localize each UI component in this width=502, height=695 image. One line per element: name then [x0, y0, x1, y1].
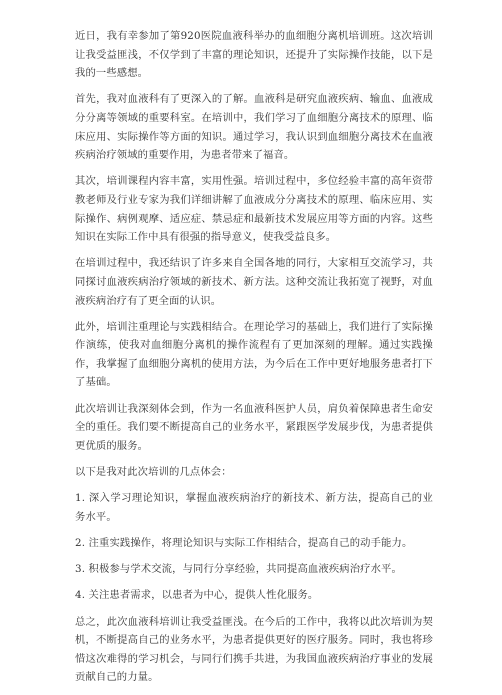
paragraph-intro: 近日，我有幸参加了第920医院血液科举办的血细胞分离机培训班。这次培训让我受益匪浅，不仅学到了丰富的理论知识，还提升了实际操作技能，以下是我的一些感想。: [75, 30, 433, 80]
list-item: 3. 积极参与学术交流，与同行分享经验，共同提高血液疾病治疗水平。: [75, 563, 402, 576]
list-item: 2. 注重实践操作，将理论知识与实际工作相结合，提高自己的动手能力。: [75, 537, 413, 549]
paragraph-practice: 此外，培训注重理论与实践相结合。在理论学习的基础上，我们进行了实际操作演练，使我对血细胞分离机的操作流程有了更加深刻的理解。通过实践操作，我掌握了血细胞分离机的使用方法，为今后在工作中更好地服务患者打下了基础。: [75, 320, 433, 389]
list-item: 1. 深入学习理论知识，掌握血液疾病治疗的新技术、新方法，提高自己的业务水平。: [75, 492, 433, 523]
paragraph-first: 首先，我对血液科有了更深入的了解。血液科是研究血液疾病、输血、血液成分分离等领域的重要科室。在培训中，我们学习了血细胞分离技术的原理、临床应用、实际操作等方面的知识。通过学习，我认识到血细胞分离技术在血液疾病治疗领域的重要作用，为患者带来了福音。: [75, 93, 433, 162]
document-body: [75, 27, 433, 695]
paragraph-second: 其次，培训课程内容丰富，实用性强。培训过程中，多位经验丰富的高年资带教老师及行业专家为我们详细讲解了血液成分分离技术的原理、临床应用、实际操作、病例观摩、适应症、禁忌症和最新技术发展应用等方面的内容。这些知识在实际工作中具有很强的指导意义，使我受益良多。: [75, 175, 433, 244]
paragraph-list-intro: 以下是我对此次培训的几点体会：: [75, 466, 232, 479]
paragraph-exchange: 在培训过程中，我还结识了许多来自全国各地的同行，大家相互交流学习，共同探讨血液疾病治疗领域的新技术、新方法。这种交流让我拓宽了视野，对血液疾病治疗有了更全面的认识。: [75, 257, 433, 307]
paragraph-conclusion: 总之，此次血液科培训让我受益匪浅。在今后的工作中，我将以此次培训为契机，不断提高自己的业务水平，为患者提供更好的医疗服务。同时，我也将珍惜这次难得的学习机会，与同行们携手共进，为我国血液疾病治疗事业的发展贡献自己的力量。: [75, 615, 433, 684]
paragraph-responsibility: 此次培训让我深刻体会到，作为一名血液科医护人员，肩负着保障患者生命安全的重任。我们要不断提高自己的业务水平，紧跟医学发展步伐，为患者提供更优质的服务。: [75, 402, 433, 452]
list-item: 4. 关注患者需求，以患者为中心，提供人性化服务。: [75, 589, 319, 602]
